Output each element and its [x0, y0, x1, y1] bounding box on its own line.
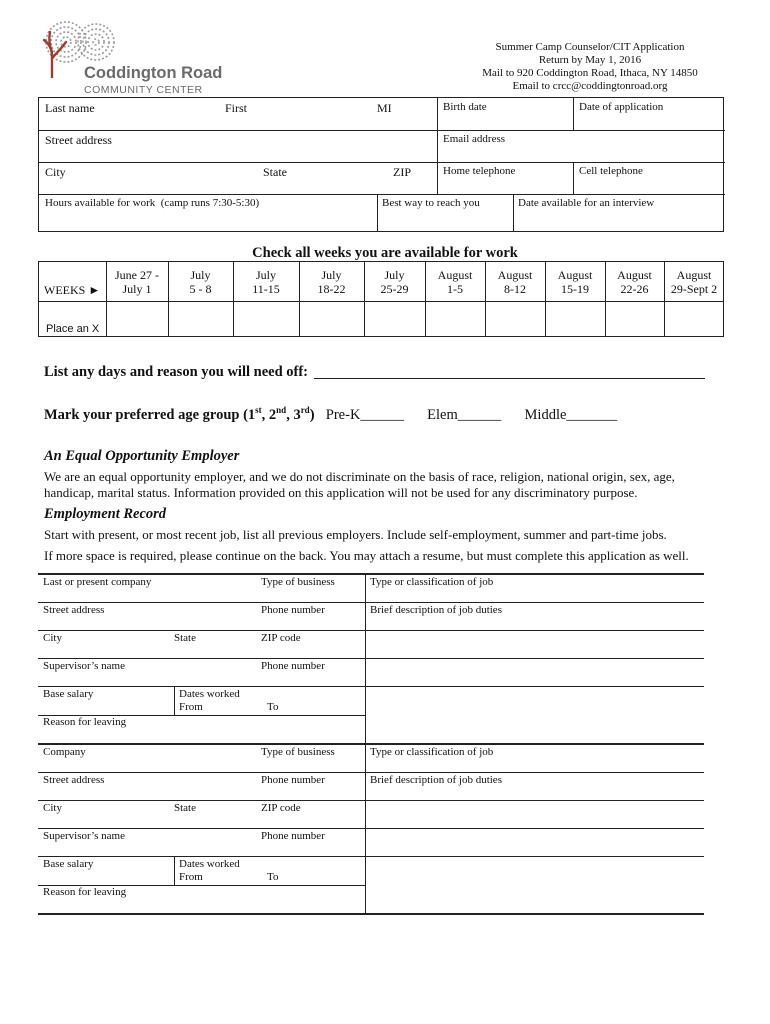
employer-state-field[interactable]: State: [174, 802, 196, 814]
week-header: August 29-Sept 2: [670, 268, 718, 296]
employer-state-field[interactable]: State: [174, 632, 196, 644]
middle-option[interactable]: Middle_______: [524, 406, 618, 423]
employer-city-field[interactable]: City: [43, 632, 62, 644]
employer-phone-field[interactable]: Phone number: [261, 774, 325, 786]
header-title: Summer Camp Counselor/CIT Application: [495, 41, 685, 53]
employer-city-field[interactable]: City: [43, 802, 62, 814]
supervisor-phone-field[interactable]: Phone number: [261, 660, 325, 672]
job-type-field[interactable]: Type or classification of job: [370, 746, 494, 758]
reason-leaving-field[interactable]: Reason for leaving: [43, 716, 127, 728]
base-salary-field[interactable]: Base salary: [43, 858, 94, 870]
personal-info-grid: [38, 97, 724, 232]
birth-date-field[interactable]: Birth date: [443, 101, 487, 113]
company-field[interactable]: Company: [43, 746, 86, 758]
week-checkbox-cell[interactable]: [169, 302, 232, 336]
employment-block: [38, 573, 704, 745]
header-deadline: Return by May 1, 2016: [538, 54, 642, 66]
weeks-table: [38, 261, 724, 337]
email-address-field[interactable]: Email address: [443, 133, 506, 145]
week-header: August 22-26: [617, 268, 652, 296]
week-checkbox-cell[interactable]: [234, 302, 298, 336]
employer-phone-field[interactable]: Phone number: [261, 604, 325, 616]
employment-block: [38, 743, 704, 915]
business-type-field[interactable]: Type of business: [261, 746, 335, 758]
employment-title: Employment Record: [44, 506, 167, 522]
employer-street-field[interactable]: Street address: [43, 774, 105, 786]
dates-worked-label: Dates worked: [179, 688, 240, 700]
company-field[interactable]: Last or present company: [43, 576, 152, 588]
employer-zip-field[interactable]: ZIP code: [261, 632, 301, 644]
city-field[interactable]: City: [45, 165, 66, 179]
employment-instructions-2: If more space is required, please continue on the back. You may attach a resume, but must complete this application as well.: [44, 548, 689, 563]
week-header: July 5 - 8: [189, 268, 212, 296]
eoe-title: An Equal Opportunity Employer: [44, 448, 240, 464]
interview-date-field[interactable]: Date available for an interview: [518, 197, 655, 209]
home-telephone-field[interactable]: Home telephone: [443, 165, 516, 177]
week-checkbox-cell[interactable]: [426, 302, 484, 336]
week-header: July 25-29: [380, 268, 409, 296]
hours-available-field[interactable]: Hours available for work (camp runs 7:30-5:30): [45, 197, 260, 209]
supervisor-phone-field[interactable]: Phone number: [261, 830, 325, 842]
employer-street-field[interactable]: Street address: [43, 604, 105, 616]
date-from-field[interactable]: From: [179, 871, 203, 883]
header-mail: Mail to 920 Coddington Road, Ithaca, NY 14850: [482, 67, 698, 79]
state-field[interactable]: State: [263, 165, 287, 179]
week-header: June 27 - July 1: [115, 268, 159, 296]
zip-field[interactable]: ZIP: [393, 165, 411, 179]
week-checkbox-cell[interactable]: [665, 302, 722, 336]
week-header: August 8-12: [497, 268, 533, 296]
logo: [42, 20, 242, 100]
week-checkbox-cell[interactable]: [365, 302, 424, 336]
age-group-label: Mark your preferred age group (1st, 2nd, 3rd): [44, 405, 315, 423]
week-header: July 11-15: [252, 268, 280, 296]
dates-worked-label: Dates worked: [179, 858, 240, 870]
employment-instructions-1: Start with present, or most recent job, list all previous employers. Include self-employment, summer and part-time jobs.: [44, 527, 667, 542]
supervisor-field[interactable]: Supervisor’s name: [43, 660, 125, 672]
week-checkbox-cell[interactable]: [300, 302, 363, 336]
date-of-application-field[interactable]: Date of application: [579, 101, 664, 113]
week-checkbox-cell[interactable]: [107, 302, 167, 336]
base-salary-field[interactable]: Base salary: [43, 688, 94, 700]
job-duties-field[interactable]: Brief description of job duties: [370, 604, 502, 616]
week-header: July 18-22: [317, 268, 346, 296]
days-off-input[interactable]: [314, 378, 705, 379]
job-type-field[interactable]: Type or classification of job: [370, 576, 494, 588]
days-off-label: List any days and reason you will need off:: [44, 364, 308, 380]
middle-initial-field[interactable]: MI: [377, 101, 392, 115]
elem-option[interactable]: Elem______: [427, 406, 502, 423]
week-checkbox-cell[interactable]: [606, 302, 663, 336]
first-name-field[interactable]: First: [225, 101, 248, 115]
cell-telephone-field[interactable]: Cell telephone: [579, 165, 643, 177]
date-to-field[interactable]: To: [267, 871, 279, 883]
week-checkbox-cell[interactable]: [546, 302, 604, 336]
job-duties-field[interactable]: Brief description of job duties: [370, 774, 502, 786]
prek-option[interactable]: Pre-K______: [325, 406, 404, 423]
last-name-field[interactable]: Last name: [45, 101, 95, 115]
eoe-text: We are an equal opportunity employer, and we do not discriminate on the basis of race, religion, national origin, sex, age, handicap, marital status. Information provided on this application will not be used for any discriminatory purpose.: [44, 469, 675, 500]
week-header: August 15-19: [557, 268, 593, 296]
header-email: Email to crcc@coddingtonroad.org: [512, 80, 668, 92]
date-to-field[interactable]: To: [267, 701, 279, 713]
logo-name: Coddington Road: [84, 64, 223, 82]
street-address-field[interactable]: Street address: [45, 133, 112, 147]
best-way-field[interactable]: Best way to reach you: [382, 197, 480, 209]
place-an-x-label: Place an X: [46, 323, 100, 335]
week-checkbox-cell[interactable]: [486, 302, 544, 336]
age-group-row: [44, 405, 617, 424]
weeks-title: Check all weeks you are available for work: [252, 245, 518, 261]
week-header: August 1-5: [437, 268, 473, 296]
logo-subname: COMMUNITY CENTER: [84, 84, 203, 96]
reason-leaving-field[interactable]: Reason for leaving: [43, 886, 127, 898]
supervisor-field[interactable]: Supervisor’s name: [43, 830, 125, 842]
employer-zip-field[interactable]: ZIP code: [261, 802, 301, 814]
weeks-row-label: WEEKS ►: [44, 283, 101, 297]
application-header: [440, 41, 740, 93]
date-from-field[interactable]: From: [179, 701, 203, 713]
business-type-field[interactable]: Type of business: [261, 576, 335, 588]
